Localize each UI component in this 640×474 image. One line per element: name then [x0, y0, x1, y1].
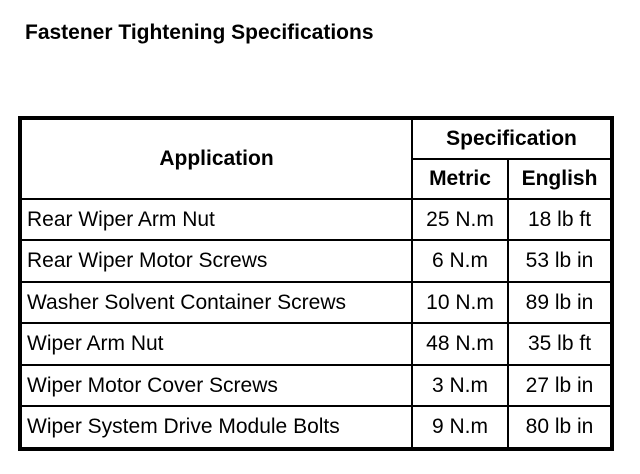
column-header-english: English	[508, 159, 612, 199]
application-cell: Washer Solvent Container Screws	[20, 282, 412, 323]
column-header-metric: Metric	[412, 159, 508, 199]
table-header-row	[20, 118, 612, 159]
table-row	[20, 240, 612, 281]
table-row	[20, 282, 612, 323]
metric-cell: 9 N.m	[412, 406, 508, 449]
column-header-specification: Specification	[412, 118, 612, 159]
application-cell: Rear Wiper Motor Screws	[20, 240, 412, 281]
english-cell: 53 lb in	[508, 240, 612, 281]
application-cell: Rear Wiper Arm Nut	[20, 199, 412, 240]
english-cell: 89 lb in	[508, 282, 612, 323]
table-row	[20, 323, 612, 364]
page-title: Fastener Tightening Specifications	[25, 21, 374, 44]
table-row	[20, 365, 612, 406]
application-cell: Wiper System Drive Module Bolts	[20, 406, 412, 449]
metric-cell: 10 N.m	[412, 282, 508, 323]
english-cell: 27 lb in	[508, 365, 612, 406]
table-row	[20, 406, 612, 449]
column-header-application: Application	[20, 118, 412, 199]
english-cell: 18 lb ft	[508, 199, 612, 240]
fastener-spec-table	[18, 116, 614, 451]
metric-cell: 6 N.m	[412, 240, 508, 281]
english-cell: 80 lb in	[508, 406, 612, 449]
table-row	[20, 199, 612, 240]
application-cell: Wiper Arm Nut	[20, 323, 412, 364]
metric-cell: 25 N.m	[412, 199, 508, 240]
metric-cell: 48 N.m	[412, 323, 508, 364]
metric-cell: 3 N.m	[412, 365, 508, 406]
english-cell: 35 lb ft	[508, 323, 612, 364]
application-cell: Wiper Motor Cover Screws	[20, 365, 412, 406]
